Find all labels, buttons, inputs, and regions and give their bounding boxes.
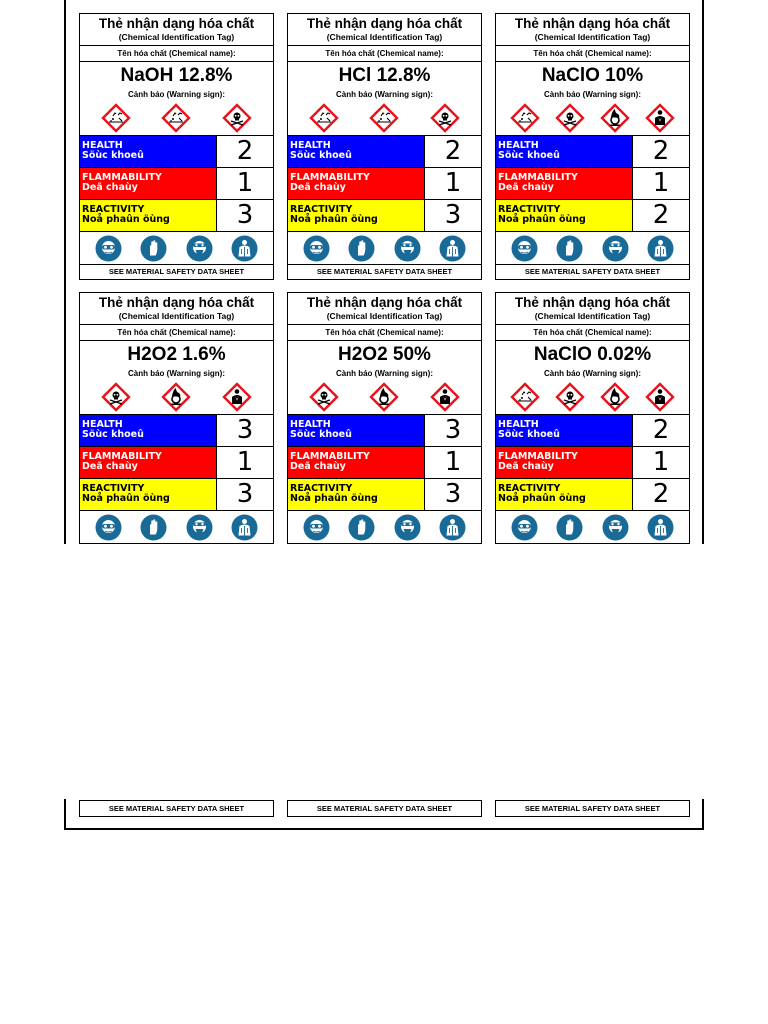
toxic-skull-icon [555, 382, 585, 412]
flammability-label-en: FLAMMABILITY [82, 172, 162, 183]
protective-suit-icon [231, 235, 258, 262]
flammability-row [496, 168, 689, 200]
health-label-vn: Söùc khoeû [290, 429, 352, 440]
health-label [80, 415, 217, 446]
msds-footer: SEE MATERIAL SAFETY DATA SHEET [524, 267, 661, 276]
warning-sign-label: Cảnh báo (Warning sign): [127, 90, 226, 99]
reactivity-row [80, 200, 273, 232]
flammability-rating: 1 [236, 168, 254, 198]
health-label-vn: Söùc khoeû [498, 429, 560, 440]
health-label-en: HEALTH [498, 140, 539, 151]
flammability-label-vn: Deã chaùy [82, 461, 138, 472]
chemical-tag-card [287, 292, 482, 544]
health-label-en: HEALTH [498, 419, 539, 430]
flammability-rating: 1 [652, 447, 670, 477]
ppe-icons [496, 232, 689, 265]
goggles-icon [303, 514, 330, 541]
reactivity-row [496, 200, 689, 232]
health-rating: 2 [236, 136, 254, 166]
goggles-icon [95, 235, 122, 262]
tag-subtitle: (Chemical Identification Tag) [326, 311, 443, 321]
reactivity-rating: 2 [652, 200, 670, 230]
goggles-icon [511, 514, 538, 541]
flammability-row [288, 447, 481, 479]
chemical-name-label: Tên hóa chất (Chemical name): [496, 325, 689, 341]
tag-header [288, 14, 481, 46]
health-rating: 3 [444, 415, 462, 445]
chemical-name: H2O2 50% [338, 344, 431, 365]
warning-sign-label: Cành báo (Warning sign): [127, 369, 226, 378]
protective-suit-icon [439, 514, 466, 541]
flammability-row [80, 447, 273, 479]
gloves-icon [140, 514, 167, 541]
flammability-rating: 1 [444, 168, 462, 198]
tag-title: Thẻ nhận dạng hóa chất [306, 16, 463, 31]
toxic-skull-icon [555, 103, 585, 133]
reactivity-label [496, 200, 633, 231]
ppe-icons [80, 511, 273, 544]
flammability-rating: 1 [652, 168, 670, 198]
flammability-label-en: FLAMMABILITY [498, 172, 578, 183]
corrosive-icon [309, 103, 339, 133]
ppe-icons [288, 511, 481, 544]
reactivity-label [288, 479, 425, 510]
health-hazard-icon [222, 382, 252, 412]
msds-footer: SEE MATERIAL SAFETY DATA SHEET [495, 800, 690, 817]
warning-sign-label: Cành báo (Warning sign): [335, 369, 434, 378]
msds-footer: SEE MATERIAL SAFETY DATA SHEET [316, 267, 453, 276]
reactivity-rating: 3 [236, 479, 254, 509]
gloves-icon [348, 235, 375, 262]
tag-header [496, 14, 689, 46]
protective-suit-icon [647, 514, 674, 541]
chemical-name: HCl 12.8% [338, 65, 431, 86]
goggles-icon [303, 235, 330, 262]
chemical-tag-card [495, 292, 690, 544]
gloves-icon [556, 235, 583, 262]
health-label [288, 136, 425, 167]
flammability-label-en: FLAMMABILITY [498, 451, 578, 462]
tag-title: Thẻ nhận dạng hóa chất [514, 16, 671, 31]
gloves-icon [556, 514, 583, 541]
warning-pictograms [80, 380, 273, 415]
reactivity-label-en: REACTIVITY [498, 204, 561, 215]
health-rating: 2 [652, 136, 670, 166]
tag-title: Thẻ nhận dạng hóa chất [514, 295, 671, 310]
warning-pictograms [496, 380, 689, 415]
reactivity-rating: 2 [652, 479, 670, 509]
chemical-name: NaOH 12.8% [120, 65, 233, 86]
health-row [80, 136, 273, 168]
tag-subtitle: (Chemical Identification Tag) [118, 311, 235, 321]
ppe-icons [288, 232, 481, 265]
health-label-en: HEALTH [290, 419, 331, 430]
chemical-name-label: Tên hóa chất (Chemical name): [80, 46, 273, 62]
corrosive-icon [161, 103, 191, 133]
flammability-rating: 1 [236, 447, 254, 477]
tag-title: Thẻ nhận dạng hóa chất [306, 295, 463, 310]
oxidizer-icon [600, 382, 630, 412]
health-label [496, 136, 633, 167]
respirator-icon [394, 235, 421, 262]
goggles-icon [95, 514, 122, 541]
health-rating: 2 [652, 415, 670, 445]
oxidizer-icon [369, 382, 399, 412]
respirator-icon [394, 514, 421, 541]
health-rating: 2 [444, 136, 462, 166]
tag-title: Thẻ nhận dạng hóa chất [98, 295, 255, 310]
msds-footer: SEE MATERIAL SAFETY DATA SHEET [287, 800, 482, 817]
tag-header [80, 14, 273, 46]
flammability-label-en: FLAMMABILITY [290, 172, 370, 183]
warning-sign-label: Cành báo (Warning sign): [543, 369, 642, 378]
protective-suit-icon [439, 235, 466, 262]
warning-pictograms [288, 380, 481, 415]
reactivity-label-en: REACTIVITY [82, 483, 145, 494]
flammability-row [80, 168, 273, 200]
chemical-name: H2O2 1.6% [127, 344, 226, 365]
chemical-name-label: Tên hóa chất (Chemical name): [80, 325, 273, 341]
reactivity-label-en: REACTIVITY [498, 483, 561, 494]
health-label [80, 136, 217, 167]
tag-header [80, 293, 273, 325]
health-rating: 3 [236, 415, 254, 445]
chemical-name-label: Tên hóa chất (Chemical name): [288, 46, 481, 62]
reactivity-label [496, 479, 633, 510]
health-label-vn: Söùc khoeû [82, 429, 144, 440]
gloves-icon [348, 514, 375, 541]
health-label [496, 415, 633, 446]
reactivity-row [288, 479, 481, 511]
msds-footer: SEE MATERIAL SAFETY DATA SHEET [79, 800, 274, 817]
flammability-row [496, 447, 689, 479]
tag-subtitle: (Chemical Identification Tag) [534, 32, 651, 42]
warning-pictograms [288, 101, 481, 136]
ppe-icons [80, 232, 273, 265]
reactivity-label-vn: Noå phaûn öùng [498, 493, 586, 504]
toxic-skull-icon [430, 103, 460, 133]
chemical-name: NaClO 10% [541, 65, 644, 86]
flammability-label [80, 447, 217, 478]
reactivity-rating: 3 [444, 479, 462, 509]
reactivity-rating: 3 [444, 200, 462, 230]
reactivity-row [288, 200, 481, 232]
oxidizer-icon [600, 103, 630, 133]
health-row [496, 136, 689, 168]
respirator-icon [186, 235, 213, 262]
warning-pictograms [496, 101, 689, 136]
flammability-label [288, 168, 425, 199]
reactivity-label-en: REACTIVITY [290, 483, 353, 494]
chemical-tag-card [495, 13, 690, 280]
health-label-en: HEALTH [82, 140, 123, 151]
flammability-label-vn: Deã chaùy [290, 182, 346, 193]
warning-sign-label: Cành báo (Warning sign): [335, 90, 434, 99]
health-row [288, 136, 481, 168]
msds-footer: SEE MATERIAL SAFETY DATA SHEET [108, 267, 245, 276]
toxic-skull-icon [222, 103, 252, 133]
tag-subtitle: (Chemical Identification Tag) [326, 32, 443, 42]
tag-header [288, 293, 481, 325]
flammability-label-en: FLAMMABILITY [290, 451, 370, 462]
health-label-vn: Söùc khoeû [290, 150, 352, 161]
chemical-name: NaClO 0.02% [533, 344, 652, 365]
corrosive-icon [369, 103, 399, 133]
goggles-icon [511, 235, 538, 262]
chemical-name-label: Tên hóa chất (Chemical name): [288, 325, 481, 341]
ppe-icons [496, 511, 689, 544]
flammability-label [496, 168, 633, 199]
oxidizer-icon [161, 382, 191, 412]
health-label-en: HEALTH [82, 419, 123, 430]
tag-header [496, 293, 689, 325]
flammability-label [496, 447, 633, 478]
chemical-tag-card [79, 13, 274, 280]
health-row [288, 415, 481, 447]
reactivity-label-vn: Noå phaûn öùng [290, 214, 378, 225]
health-label [288, 415, 425, 446]
corrosive-icon [510, 103, 540, 133]
health-hazard-icon [645, 103, 675, 133]
tag-title: Thẻ nhận dạng hóa chất [98, 16, 255, 31]
flammability-label-en: FLAMMABILITY [82, 451, 162, 462]
reactivity-label [80, 200, 217, 231]
flammability-label [80, 168, 217, 199]
warning-sign-label: Cành báo (Warning sign): [543, 90, 642, 99]
reactivity-label-vn: Noå phaûn öùng [82, 214, 170, 225]
respirator-icon [186, 514, 213, 541]
corrosive-icon [510, 382, 540, 412]
respirator-icon [602, 235, 629, 262]
reactivity-label-en: REACTIVITY [82, 204, 145, 215]
respirator-icon [602, 514, 629, 541]
health-label-en: HEALTH [290, 140, 331, 151]
reactivity-label-vn: Noå phaûn öùng [290, 493, 378, 504]
warning-pictograms [80, 101, 273, 136]
flammability-label-vn: Deã chaùy [498, 461, 554, 472]
gloves-icon [140, 235, 167, 262]
flammability-label-vn: Deã chaùy [498, 182, 554, 193]
reactivity-label [80, 479, 217, 510]
tag-subtitle: (Chemical Identification Tag) [118, 32, 235, 42]
health-label-vn: Söùc khoeû [82, 150, 144, 161]
protective-suit-icon [647, 235, 674, 262]
chemical-tag-card [79, 292, 274, 544]
health-row [80, 415, 273, 447]
reactivity-label-vn: Noå phaûn öùng [498, 214, 586, 225]
protective-suit-icon [231, 514, 258, 541]
tag-subtitle: (Chemical Identification Tag) [534, 311, 651, 321]
health-hazard-icon [645, 382, 675, 412]
health-row [496, 415, 689, 447]
flammability-row [288, 168, 481, 200]
flammability-label-vn: Deã chaùy [290, 461, 346, 472]
flammability-rating: 1 [444, 447, 462, 477]
reactivity-label [288, 200, 425, 231]
toxic-skull-icon [309, 382, 339, 412]
reactivity-row [80, 479, 273, 511]
health-label-vn: Söùc khoeû [498, 150, 560, 161]
reactivity-label-vn: Noå phaûn öùng [82, 493, 170, 504]
health-hazard-icon [430, 382, 460, 412]
flammability-label-vn: Deã chaùy [82, 182, 138, 193]
reactivity-rating: 3 [236, 200, 254, 230]
chemical-tag-card [287, 13, 482, 280]
reactivity-label-en: REACTIVITY [290, 204, 353, 215]
reactivity-row [496, 479, 689, 511]
chemical-name-label: Tên hóa chất (Chemical name): [496, 46, 689, 62]
flammability-label [288, 447, 425, 478]
toxic-skull-icon [101, 382, 131, 412]
corrosive-icon [101, 103, 131, 133]
